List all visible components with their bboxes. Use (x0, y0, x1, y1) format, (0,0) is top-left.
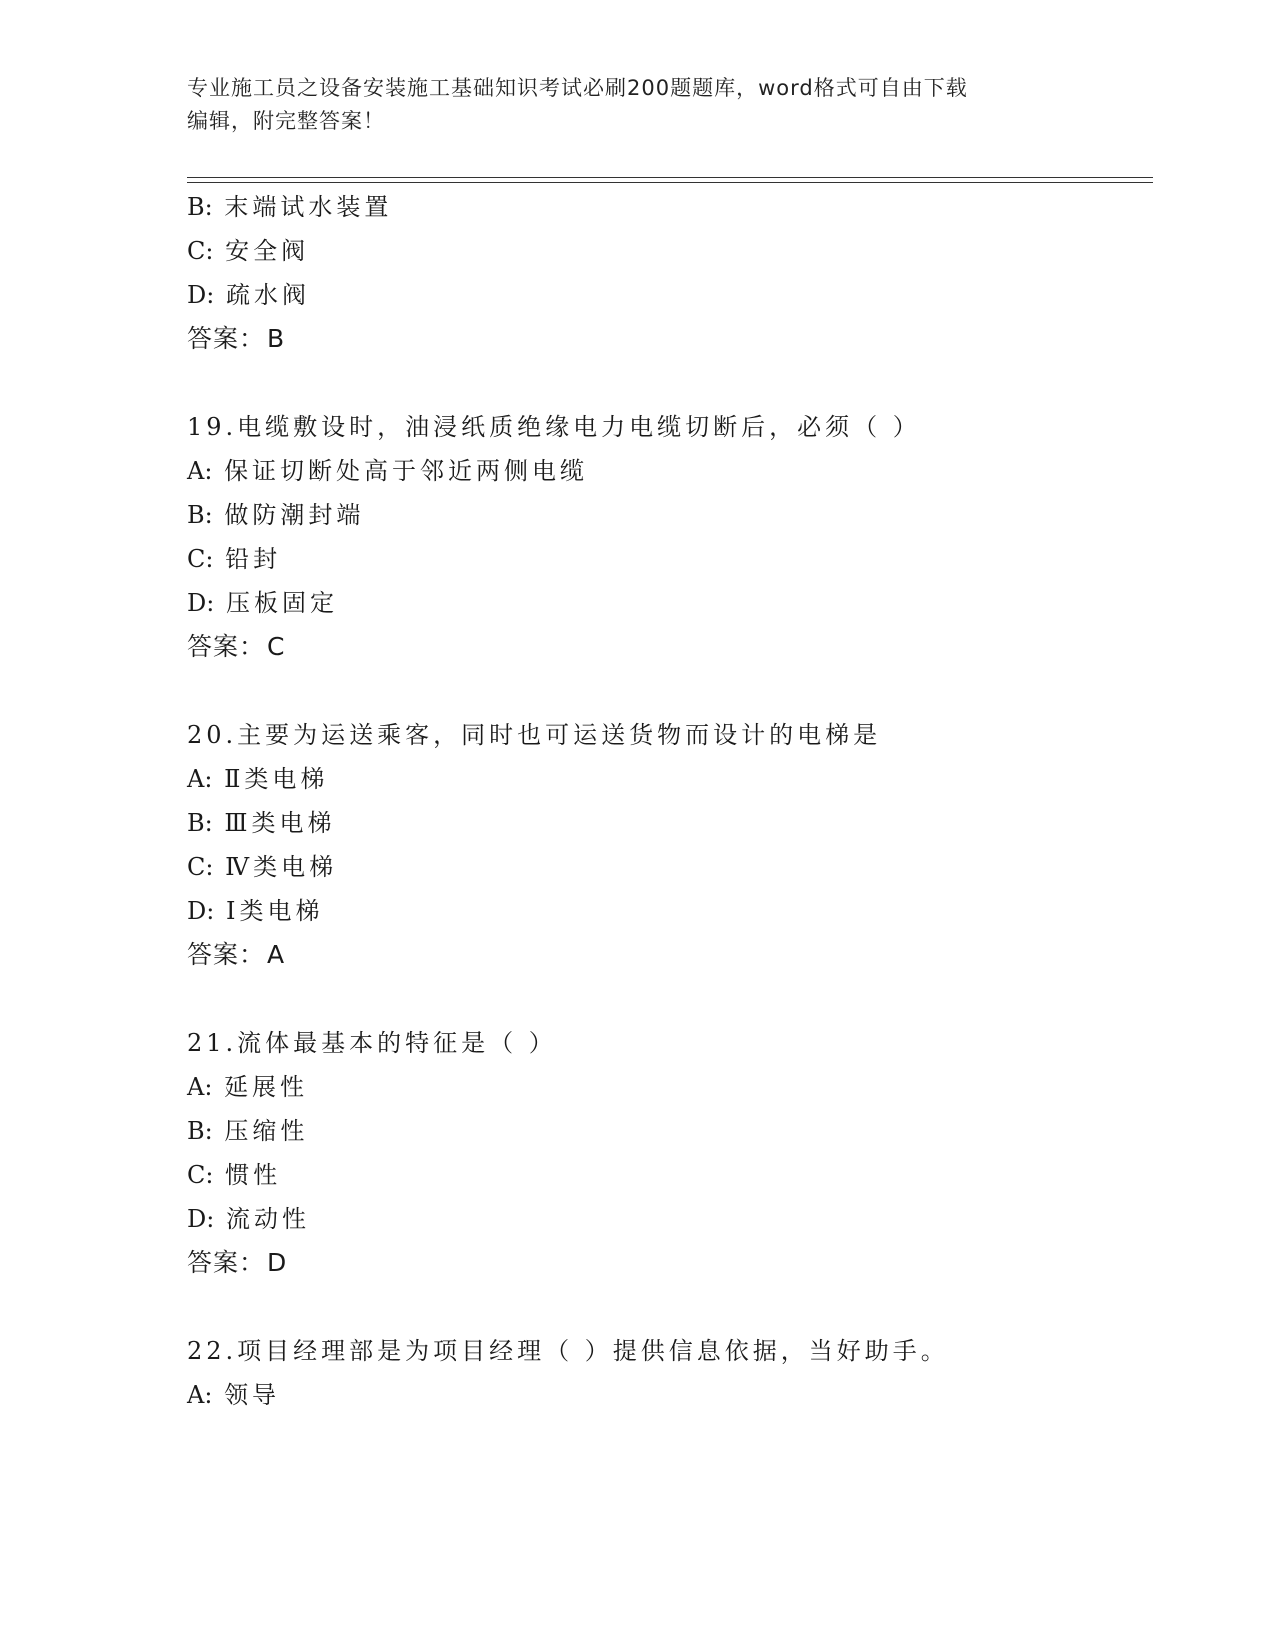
q20-option-d: D: Ⅰ类电梯 (187, 897, 324, 925)
header-line-2: 编辑，附完整答案！ (187, 109, 385, 133)
q20-option-c: C: Ⅳ类电梯 (187, 853, 338, 881)
q21-answer: 答案：D (187, 1248, 288, 1277)
q21-option-b: B: 压缩性 (187, 1117, 309, 1145)
q19-answer: 答案：C (187, 632, 286, 661)
q19-option-a: A: 保证切断处高于邻近两侧电缆 (187, 457, 589, 485)
header-rule-bottom (187, 182, 1153, 183)
q19-option-b: B: 做防潮封端 (187, 501, 365, 529)
header-line-1: 专业施工员之设备安装施工基础知识考试必刷200题题库，word格式可自由下载 (187, 76, 968, 100)
q19-option-d: D: 压板固定 (187, 589, 338, 617)
q20-question: 20.主要为运送乘客，同时也可运送货物而设计的电梯是 (187, 721, 882, 749)
q21-option-c: C: 惯性 (187, 1161, 282, 1189)
document-header (187, 72, 1067, 138)
q22-question: 22.项目经理部是为项目经理（ ）提供信息依据，当好助手。 (187, 1337, 949, 1365)
q19-option-c: C: 铅封 (187, 545, 282, 573)
q22-option-a: A: 领导 (187, 1381, 281, 1409)
q18-option-b: B: 末端试水装置 (187, 193, 393, 221)
header-rule-top (187, 177, 1153, 178)
q20-answer: 答案：A (187, 940, 286, 969)
q19-question: 19.电缆敷设时，油浸纸质绝缘电力电缆切断后，必须（ ） (187, 413, 921, 441)
q20-option-a: A: Ⅱ类电梯 (187, 765, 329, 793)
q18-option-c: C: 安全阀 (187, 237, 310, 265)
q18-option-d: D: 疏水阀 (187, 281, 310, 309)
q20-option-b: B: Ⅲ类电梯 (187, 809, 336, 837)
q21-option-a: A: 延展性 (187, 1073, 309, 1101)
q21-option-d: D: 流动性 (187, 1205, 310, 1233)
q21-question: 21.流体最基本的特征是（ ） (187, 1029, 557, 1057)
q18-answer: 答案：B (187, 324, 286, 353)
